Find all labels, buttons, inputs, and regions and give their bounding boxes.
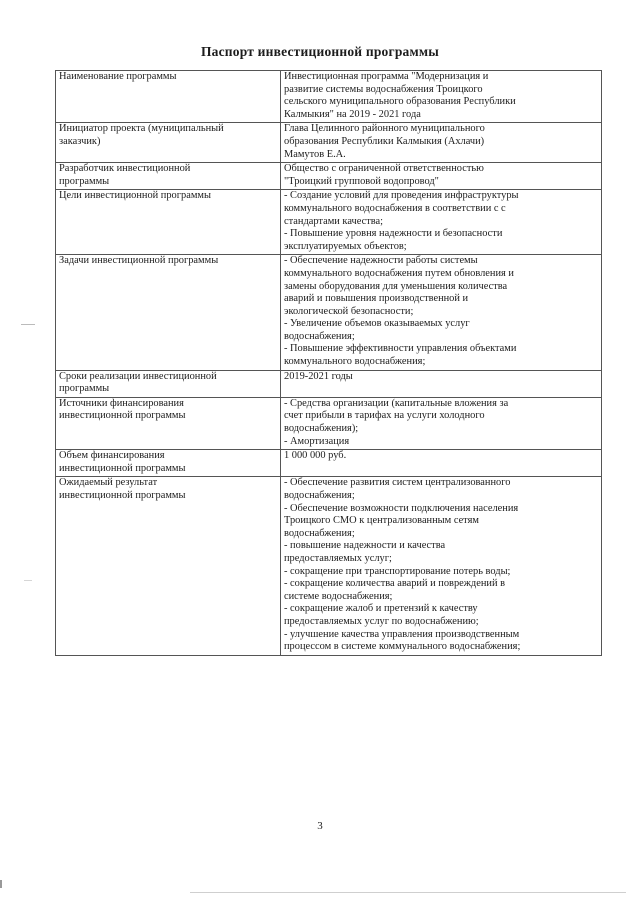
- row-label-line: Цели инвестиционной программы: [59, 190, 211, 202]
- row-label-line: Задачи инвестиционной программы: [59, 255, 219, 267]
- row-value-line: предоставляемых услуг по водоснабжению;: [284, 615, 479, 627]
- row-label-line: программы: [59, 175, 110, 187]
- row-value-line: - Увеличение объемов оказываемых услуг: [284, 318, 470, 330]
- row-value-line: - улучшение качества управления производственным: [284, 628, 520, 640]
- row-value-line: Мамутов Е.А.: [284, 148, 346, 160]
- table-row: [56, 163, 602, 190]
- row-value-line: 2019-2021 годы: [284, 370, 353, 382]
- row-label-cell: [56, 477, 281, 655]
- row-value-line: 1 000 000 руб.: [284, 450, 347, 462]
- row-value-line: - сокращение количества аварий и повреждений в: [284, 578, 506, 590]
- row-value-line: - Обеспечение развития систем централизованного: [284, 477, 511, 489]
- row-value-line: - сокращение жалоб и претензий к качеству: [284, 603, 478, 615]
- row-value-line: Глава Целинного районного муниципального: [284, 123, 485, 135]
- row-label-cell: [56, 71, 281, 123]
- scan-artifact: [0, 880, 2, 888]
- row-value-cell: [281, 190, 602, 255]
- row-value-line: сельского муниципального образования Республики: [284, 96, 516, 108]
- row-value-line: образования Республики Калмыкия (Ахлачи): [284, 135, 485, 147]
- row-value-line: - Повышение эффективности управления объектами: [284, 343, 517, 355]
- row-label-line: Наименование программы: [59, 71, 177, 82]
- row-label-line: заказчик): [59, 135, 101, 147]
- row-label-line: инвестиционной программы: [59, 410, 186, 422]
- row-value-cell: [281, 71, 602, 123]
- passport-table-body: [56, 71, 602, 656]
- row-value-line: водоснабжения;: [284, 330, 355, 342]
- page-number: 3: [317, 820, 323, 832]
- row-label-line: Сроки реализации инвестиционной: [59, 370, 217, 382]
- row-label-cell: [56, 190, 281, 255]
- row-value-line: водоснабжения;: [284, 527, 355, 539]
- table-row: [56, 450, 602, 477]
- row-value-cell: [281, 255, 602, 370]
- row-label-line: Ожидаемый результат: [59, 477, 158, 489]
- row-value-line: "Троицкий групповой водопровод": [284, 175, 439, 187]
- row-value-line: аварий и повышения производственной и: [284, 293, 469, 305]
- row-value-line: - сокращение при транспортирование потерь воды;: [284, 565, 511, 577]
- row-value-line: Общество с ограниченной ответственностью: [284, 163, 484, 175]
- row-value-line: Инвестиционная программа "Модернизация и: [284, 71, 489, 82]
- row-label-line: Объем финансирования: [59, 450, 165, 462]
- row-value-line: предоставляемых услуг;: [284, 552, 392, 564]
- row-value-line: - повышение надежности и качества: [284, 540, 446, 552]
- table-row: [56, 255, 602, 370]
- row-value-line: процессом в системе коммунального водоснабжения;: [284, 641, 521, 653]
- row-value-line: эксплуатируемых объектов;: [284, 240, 407, 252]
- passport-table: [55, 70, 602, 656]
- table-row: [56, 397, 602, 449]
- row-value-line: - Амортизация: [284, 435, 350, 447]
- row-label-line: Разработчик инвестиционной: [59, 163, 191, 175]
- row-value-line: Калмыкия" на 2019 - 2021 года: [284, 108, 421, 120]
- row-value-line: коммунального водоснабжения;: [284, 356, 426, 368]
- row-value-line: коммунального водоснабжения путем обновления и: [284, 267, 514, 279]
- row-value-cell: [281, 450, 602, 477]
- row-label-cell: [56, 123, 281, 163]
- row-value-line: стандартами качества;: [284, 215, 384, 227]
- row-value-line: водоснабжения;: [284, 490, 355, 501]
- row-label-cell: [56, 255, 281, 370]
- table-row: [56, 123, 602, 163]
- row-value-line: счет прибыли в тарифах на услуги холодного: [284, 410, 485, 422]
- row-value-line: экологической безопасности;: [284, 305, 414, 317]
- row-label-line: Инициатор проекта (муниципальный: [59, 123, 224, 135]
- row-value-line: развитие системы водоснабжения Троицкого: [284, 83, 483, 95]
- row-value-line: коммунального водоснабжения в соответствии с с: [284, 202, 506, 214]
- row-label-cell: [56, 450, 281, 477]
- row-label-cell: [56, 163, 281, 190]
- row-label-cell: [56, 397, 281, 449]
- table-row: [56, 190, 602, 255]
- row-value-line: - Создание условий для проведения инфраструктуры: [284, 190, 519, 202]
- row-value-line: замены оборудования для уменьшения количества: [284, 280, 508, 292]
- table-row: [56, 477, 602, 655]
- row-label-line: программы: [59, 383, 110, 395]
- row-value-cell: [281, 477, 602, 655]
- row-label-line: инвестиционной программы: [59, 462, 186, 474]
- row-value-cell: [281, 370, 602, 397]
- row-value-line: - Повышение уровня надежности и безопасности: [284, 228, 503, 240]
- scan-artifact: [24, 580, 32, 581]
- scan-artifact: [190, 892, 626, 893]
- table-row: [56, 71, 602, 123]
- row-value-cell: [281, 397, 602, 449]
- row-value-cell: [281, 163, 602, 190]
- table-row: [56, 370, 602, 397]
- row-label-line: инвестиционной программы: [59, 490, 186, 501]
- row-label-cell: [56, 370, 281, 397]
- row-label-line: Источники финансирования: [59, 397, 184, 409]
- document-title: Паспорт инвестиционной программы: [200, 44, 440, 59]
- row-value-line: водоснабжения);: [284, 423, 359, 435]
- row-value-line: Троицкого СМО к централизованным сетям: [284, 515, 479, 527]
- row-value-line: - Обеспечение возможности подключения населения: [284, 502, 519, 514]
- row-value-cell: [281, 123, 602, 163]
- row-value-line: - Обеспечение надежности работы системы: [284, 255, 478, 267]
- row-value-line: системе водоснабжения;: [284, 590, 393, 602]
- row-value-line: - Средства организации (капитальные вложения за: [284, 397, 509, 409]
- scan-artifact: [21, 324, 35, 325]
